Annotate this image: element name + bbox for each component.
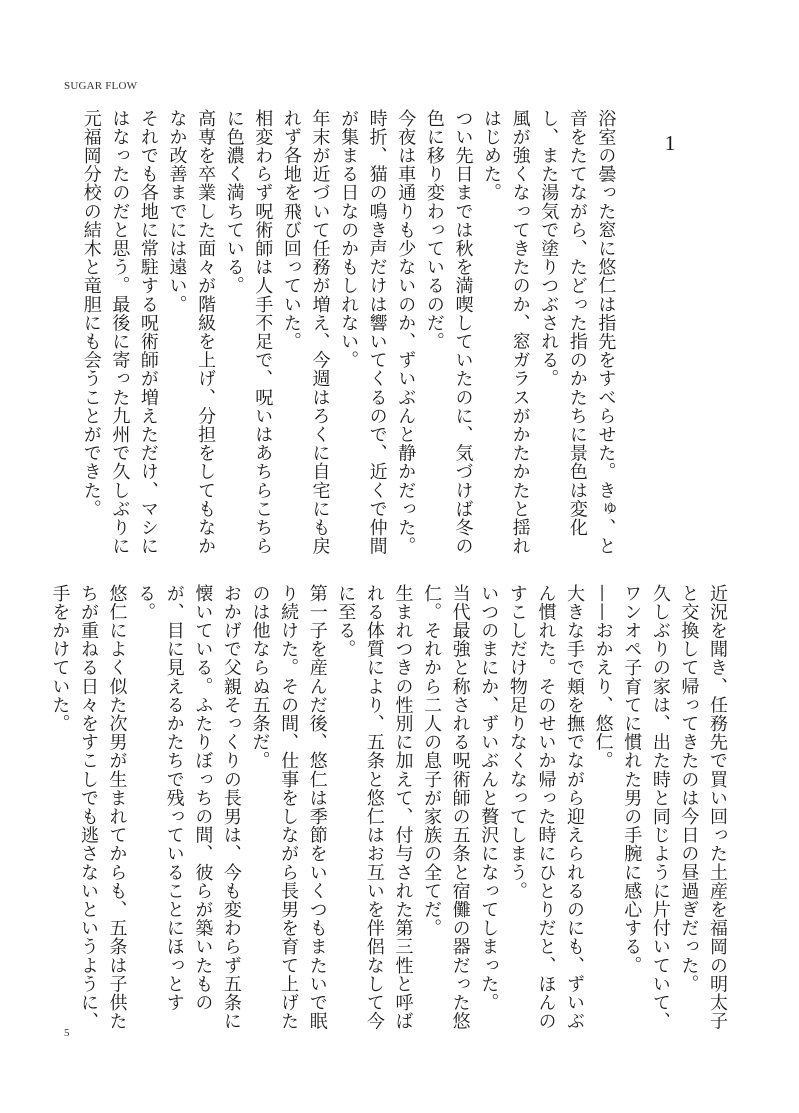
paragraph: 風が強くなってきたのか、窓ガラスがかたかたと揺れはじめた。 (481, 109, 531, 556)
paragraph: 浴室の曇った窓に悠仁は指先をすべらせた。きゅ、と音をたてながら、たどった指のかたちに景色は変化し、また湯気で塗りつぶされる。 (538, 109, 617, 556)
paragraph: 第一子を産んだ後、悠仁は季節をいくつもまたいで眠り続けた。その間、仕事をしながら長男を育て上げたのは他ならぬ五条だ。 (249, 584, 328, 1031)
page-number: 5 (64, 1027, 70, 1039)
paragraph: おかげで父親そっくりの長男は、今も変わらず五条に懐いている。ふたりぼっちの間、彼らが築いたものが、目に見えるかたちで残っていることにほっとする。 (135, 584, 242, 1031)
text-block-bottom (49, 584, 731, 1039)
paragraph: それでも各地に常駐する呪術師が増えただけ、マシにはなったのだと思う。最後に寄った九州で久しぶりに元福岡分校の結木と竜胆にも会うことができた。 (80, 109, 159, 556)
paragraph: つい先日までは秋を満喫していたのに、気づけば冬の色に移り変わっているのだ。 (423, 109, 474, 556)
running-head: SUGAR FLOW (64, 80, 138, 92)
paragraph: 今夜は車通りも少ないのか、ずいぶんと静かだった。時折、猫の鳴き声だけは響いてくるので、近くで仲間が集まる日なのかもしれない。 (338, 109, 417, 556)
paragraph: 久しぶりの家は、出た時と同じように片付いていて、ワンオペ子育てに慣れた男の手腕に感心する。 (621, 584, 671, 1031)
chapter-number: 1 (658, 131, 682, 156)
paragraph: ——おかえり、悠仁。 (592, 584, 614, 770)
paragraph: 生まれつきの性別に加えて、付与された第三性と呼ばれる体質により、五条と悠仁はお互いを伴侶なして今に至る。 (335, 584, 414, 1031)
paragraph: 年末が近づいて任務が増え、今週はろくに自宅にも戻れず各地を飛び回っていた。 (280, 109, 331, 556)
paragraph: 当代最強と称される呪術師の五条と宿儺の器だった悠仁。それから二人の息子が家族の全てだ。 (421, 584, 471, 1031)
paragraph: 悠仁によく似た次男が生まれてからも、五条は子供たちが重ねる日々をすこしでも逃さないというように、手をかけていた。 (49, 584, 128, 1031)
paragraph: 高専を卒業した面々が階級を上げ、分担をしてもなかなか改善までには遠い。 (166, 109, 217, 556)
paragraph: 大きな手で頬を撫でながら迎えられるのにも、ずいぶん慣れた。そのせいか帰った時にひとりだと、ほんのすこしだけ物足りなくなってしまう。 (506, 584, 586, 1031)
text-block-top (80, 109, 684, 564)
paragraph: 近況を聞き、任務先で買い回った土産を福岡の明太子と交換して帰ってきたのは今日の昼過ぎだった。 (678, 584, 728, 1031)
paragraph: 相変わらず呪術師は人手不足で、呪いはあちらこちらに色濃く満ちている。 (223, 109, 274, 556)
paragraph: いつのまにか、ずいぶんと贅沢になってしまった。 (478, 584, 500, 1012)
